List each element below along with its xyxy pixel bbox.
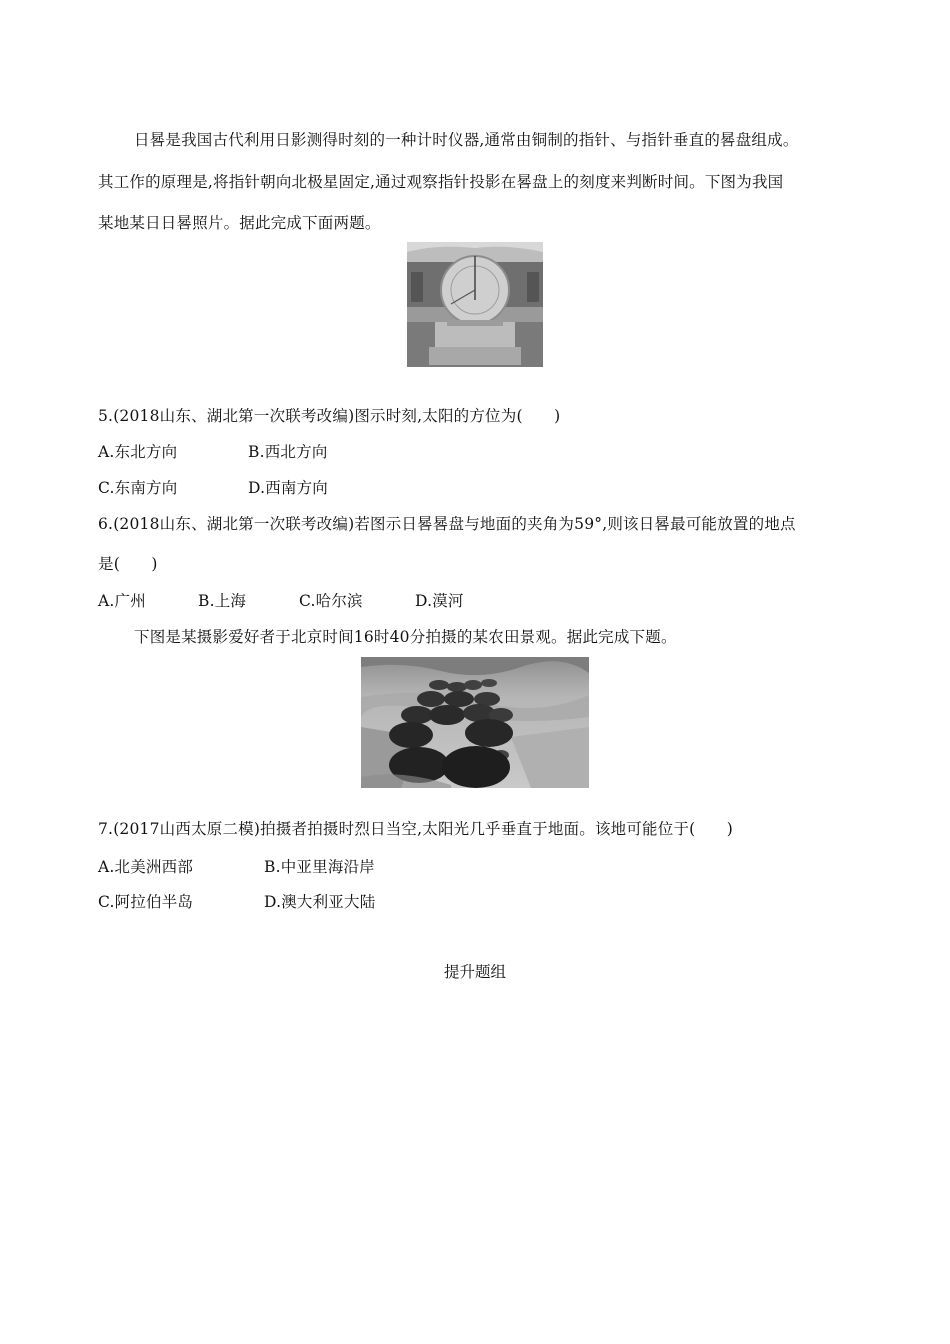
intro-line-3: 某地某日日晷照片。据此完成下面两题。 bbox=[98, 214, 381, 232]
q7-stem: 7.(2017山西太原二模)拍摄者拍摄时烈日当空,太阳光几乎垂直于地面。该地可能位于( ) bbox=[98, 820, 734, 838]
sundial-photo bbox=[407, 242, 543, 367]
intro-line-1: 日晷是我国古代利用日影测得时刻的一种计时仪器,通常由铜制的指针、与指针垂直的晷盘组成。 bbox=[134, 131, 799, 149]
q7-option-c: C.阿拉伯半岛 bbox=[98, 893, 194, 911]
q7-option-a: A.北美洲西部 bbox=[98, 858, 194, 876]
q6-option-b: B.上海 bbox=[198, 592, 247, 610]
q5-option-a: A.东北方向 bbox=[98, 443, 178, 461]
q5-option-d: D.西南方向 bbox=[248, 479, 329, 497]
farmland-photo bbox=[361, 657, 589, 788]
section-title: 提升题组 bbox=[443, 963, 506, 981]
q6-option-a: A.广州 bbox=[98, 592, 146, 610]
intro-2: 下图是某摄影爱好者于北京时间16时40分拍摄的某农田景观。据此完成下题。 bbox=[134, 628, 677, 646]
q7-option-d: D.澳大利亚大陆 bbox=[264, 893, 376, 911]
intro-line-2: 其工作的原理是,将指针朝向北极星固定,通过观察指针投影在晷盘上的刻度来判断时间。下图为我国 bbox=[98, 173, 784, 191]
q7-option-b: B.中亚里海沿岸 bbox=[264, 858, 375, 876]
q5-stem: 5.(2018山东、湖北第一次联考改编)图示时刻,太阳的方位为( ) bbox=[98, 407, 561, 425]
q6-option-c: C.哈尔滨 bbox=[299, 592, 363, 610]
q5-option-c: C.东南方向 bbox=[98, 479, 178, 497]
q6-stem-cont: 是( ) bbox=[98, 555, 158, 573]
q6-option-d: D.漠河 bbox=[415, 592, 464, 610]
q5-option-b: B.西北方向 bbox=[248, 443, 328, 461]
q6-stem: 6.(2018山东、湖北第一次联考改编)若图示日晷晷盘与地面的夹角为59°,则该日晷最可能放置的地点 bbox=[98, 515, 796, 533]
